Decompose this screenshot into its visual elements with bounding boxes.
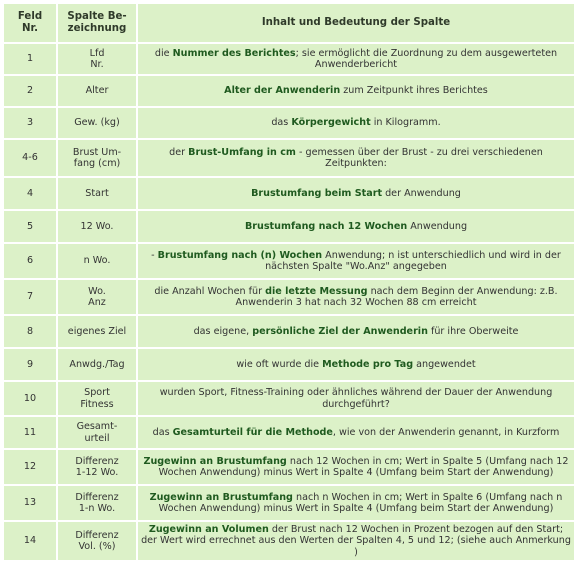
column-description bbox=[138, 178, 574, 209]
column-name: Wo. Anz bbox=[58, 280, 136, 314]
description-text: der Brust nach 12 Wochen in Prozent bezogen auf den Start; der Wert wird errechnet aus den Werten der Spalten 4, 5 und 12; (siehe auch Anmerkung ) bbox=[141, 523, 571, 558]
column-description bbox=[138, 76, 574, 106]
column-description bbox=[138, 244, 574, 278]
column-name: Differenz 1-n Wo. bbox=[58, 486, 136, 520]
column-description bbox=[138, 349, 574, 380]
description-emphasis: Zugewinn an Brustumfang bbox=[143, 455, 287, 467]
column-description bbox=[138, 280, 574, 314]
description-text: für ihre Oberweite bbox=[427, 325, 519, 337]
description-emphasis: die letzte Messung bbox=[265, 285, 368, 297]
description-text: ; sie ermöglicht die Zuordnung zu dem ausgewerteten Anwenderbericht bbox=[295, 47, 558, 70]
description-emphasis: Brust-Umfang in cm bbox=[188, 146, 296, 158]
description-text: in Kilogramm. bbox=[370, 117, 441, 129]
column-name: Differenz Vol. (%) bbox=[58, 522, 136, 560]
header-content-meaning: Inhalt und Bedeutung der Spalte bbox=[138, 4, 574, 42]
description-emphasis: Nummer des Berichtes bbox=[172, 47, 296, 59]
table-row bbox=[4, 486, 574, 520]
header-column-name: Spalte Be- zeichnung bbox=[58, 4, 136, 42]
header-row bbox=[4, 4, 574, 42]
table-row bbox=[4, 316, 574, 347]
description-emphasis: Zugewinn an Brustumfang bbox=[149, 491, 293, 503]
field-number: 4 bbox=[4, 178, 56, 209]
table-row bbox=[4, 522, 574, 560]
field-description-table bbox=[2, 2, 576, 562]
description-text: nach n Wochen in cm; Wert in Spalte 6 (Umfang nach n Wochen Anwendung) minus Wert in Spalte 4 (Umfang beim Start der Anwendung) bbox=[158, 491, 563, 514]
table-row bbox=[4, 450, 574, 484]
description-text: der bbox=[169, 146, 189, 158]
column-name: n Wo. bbox=[58, 244, 136, 278]
column-name: Brust Um- fang (cm) bbox=[58, 140, 136, 176]
field-number: 10 bbox=[4, 382, 56, 415]
column-description bbox=[138, 140, 574, 176]
table-row bbox=[4, 382, 574, 415]
table-row bbox=[4, 417, 574, 448]
description-text: das bbox=[152, 426, 173, 438]
column-description bbox=[138, 522, 574, 560]
description-emphasis: Gesamturteil für die Methode bbox=[172, 426, 333, 438]
description-text: zum Zeitpunkt ihres Berichtes bbox=[340, 85, 488, 97]
column-name: eigenes Ziel bbox=[58, 316, 136, 347]
column-description bbox=[138, 211, 574, 242]
description-text: angewendet bbox=[413, 358, 476, 370]
description-emphasis: Brustumfang nach (n) Wochen bbox=[157, 249, 323, 261]
field-number: 14 bbox=[4, 522, 56, 560]
field-number: 4-6 bbox=[4, 140, 56, 176]
table-row bbox=[4, 211, 574, 242]
table-row bbox=[4, 244, 574, 278]
description-emphasis: Zugewinn an Volumen bbox=[148, 523, 269, 535]
description-text: Anwendung; n ist unterschiedlich und wird in der nächsten Spalte "Wo.Anz" angegeben bbox=[265, 249, 561, 272]
column-name: Alter bbox=[58, 76, 136, 106]
description-text: , wie von der Anwenderin genannt, in Kurzform bbox=[332, 426, 560, 438]
table-row bbox=[4, 178, 574, 209]
description-emphasis: Brustumfang beim Start bbox=[251, 187, 383, 199]
column-description bbox=[138, 44, 574, 74]
table-row bbox=[4, 44, 574, 74]
column-description bbox=[138, 108, 574, 138]
description-emphasis: Brustumfang nach 12 Wochen bbox=[244, 220, 408, 232]
column-name: Differenz 1-12 Wo. bbox=[58, 450, 136, 484]
description-text: die Anzahl Wochen für bbox=[154, 285, 266, 297]
column-name: Start bbox=[58, 178, 136, 209]
column-name: Lfd Nr. bbox=[58, 44, 136, 74]
description-text: das eigene, bbox=[193, 325, 253, 337]
column-name: 12 Wo. bbox=[58, 211, 136, 242]
field-number: 7 bbox=[4, 280, 56, 314]
description-text: das bbox=[271, 117, 292, 129]
column-description bbox=[138, 450, 574, 484]
column-name: Anwdg./Tag bbox=[58, 349, 136, 380]
table-body bbox=[4, 44, 574, 560]
description-text: die bbox=[154, 47, 173, 59]
table-row bbox=[4, 349, 574, 380]
field-number: 6 bbox=[4, 244, 56, 278]
table-row bbox=[4, 280, 574, 314]
description-text: der Anwendung bbox=[382, 187, 461, 199]
description-text: - gemessen über der Brust - zu drei verschiedenen Zeitpunkten: bbox=[295, 146, 543, 169]
description-text: nach 12 Wochen in cm; Wert in Spalte 5 (Umfang nach 12 Wochen Anwendung) minus Wert in Spalte 4 (Umfang beim Start der Anwendung) bbox=[158, 455, 569, 478]
column-description bbox=[138, 382, 574, 415]
description-emphasis: Körpergewicht bbox=[291, 117, 371, 129]
column-name: Sport Fitness bbox=[58, 382, 136, 415]
description-text: Anwendung bbox=[407, 220, 468, 232]
field-number: 13 bbox=[4, 486, 56, 520]
column-description bbox=[138, 316, 574, 347]
column-name: Gesamt- urteil bbox=[58, 417, 136, 448]
field-number: 11 bbox=[4, 417, 56, 448]
field-number: 3 bbox=[4, 108, 56, 138]
description-text: nach dem Beginn der Anwendung: z.B. Anwenderin 3 hat nach 32 Wochen 88 cm erreicht bbox=[235, 285, 558, 308]
field-number: 12 bbox=[4, 450, 56, 484]
field-number: 1 bbox=[4, 44, 56, 74]
field-number: 8 bbox=[4, 316, 56, 347]
description-text: wurden Sport, Fitness-Training oder ähnliches während der Dauer der Anwendung durchgeführt? bbox=[159, 387, 553, 410]
table-row bbox=[4, 140, 574, 176]
column-description bbox=[138, 486, 574, 520]
header-field-nr: Feld Nr. bbox=[4, 4, 56, 42]
description-emphasis: Methode pro Tag bbox=[322, 358, 414, 370]
column-description bbox=[138, 417, 574, 448]
table-row bbox=[4, 108, 574, 138]
description-emphasis: Alter der Anwenderin bbox=[224, 85, 341, 97]
field-number: 2 bbox=[4, 76, 56, 106]
description-text: - bbox=[151, 249, 158, 261]
table-row bbox=[4, 76, 574, 106]
field-number: 9 bbox=[4, 349, 56, 380]
description-emphasis: persönliche Ziel der Anwenderin bbox=[252, 325, 428, 337]
description-text: wie oft wurde die bbox=[236, 358, 323, 370]
field-number: 5 bbox=[4, 211, 56, 242]
column-name: Gew. (kg) bbox=[58, 108, 136, 138]
